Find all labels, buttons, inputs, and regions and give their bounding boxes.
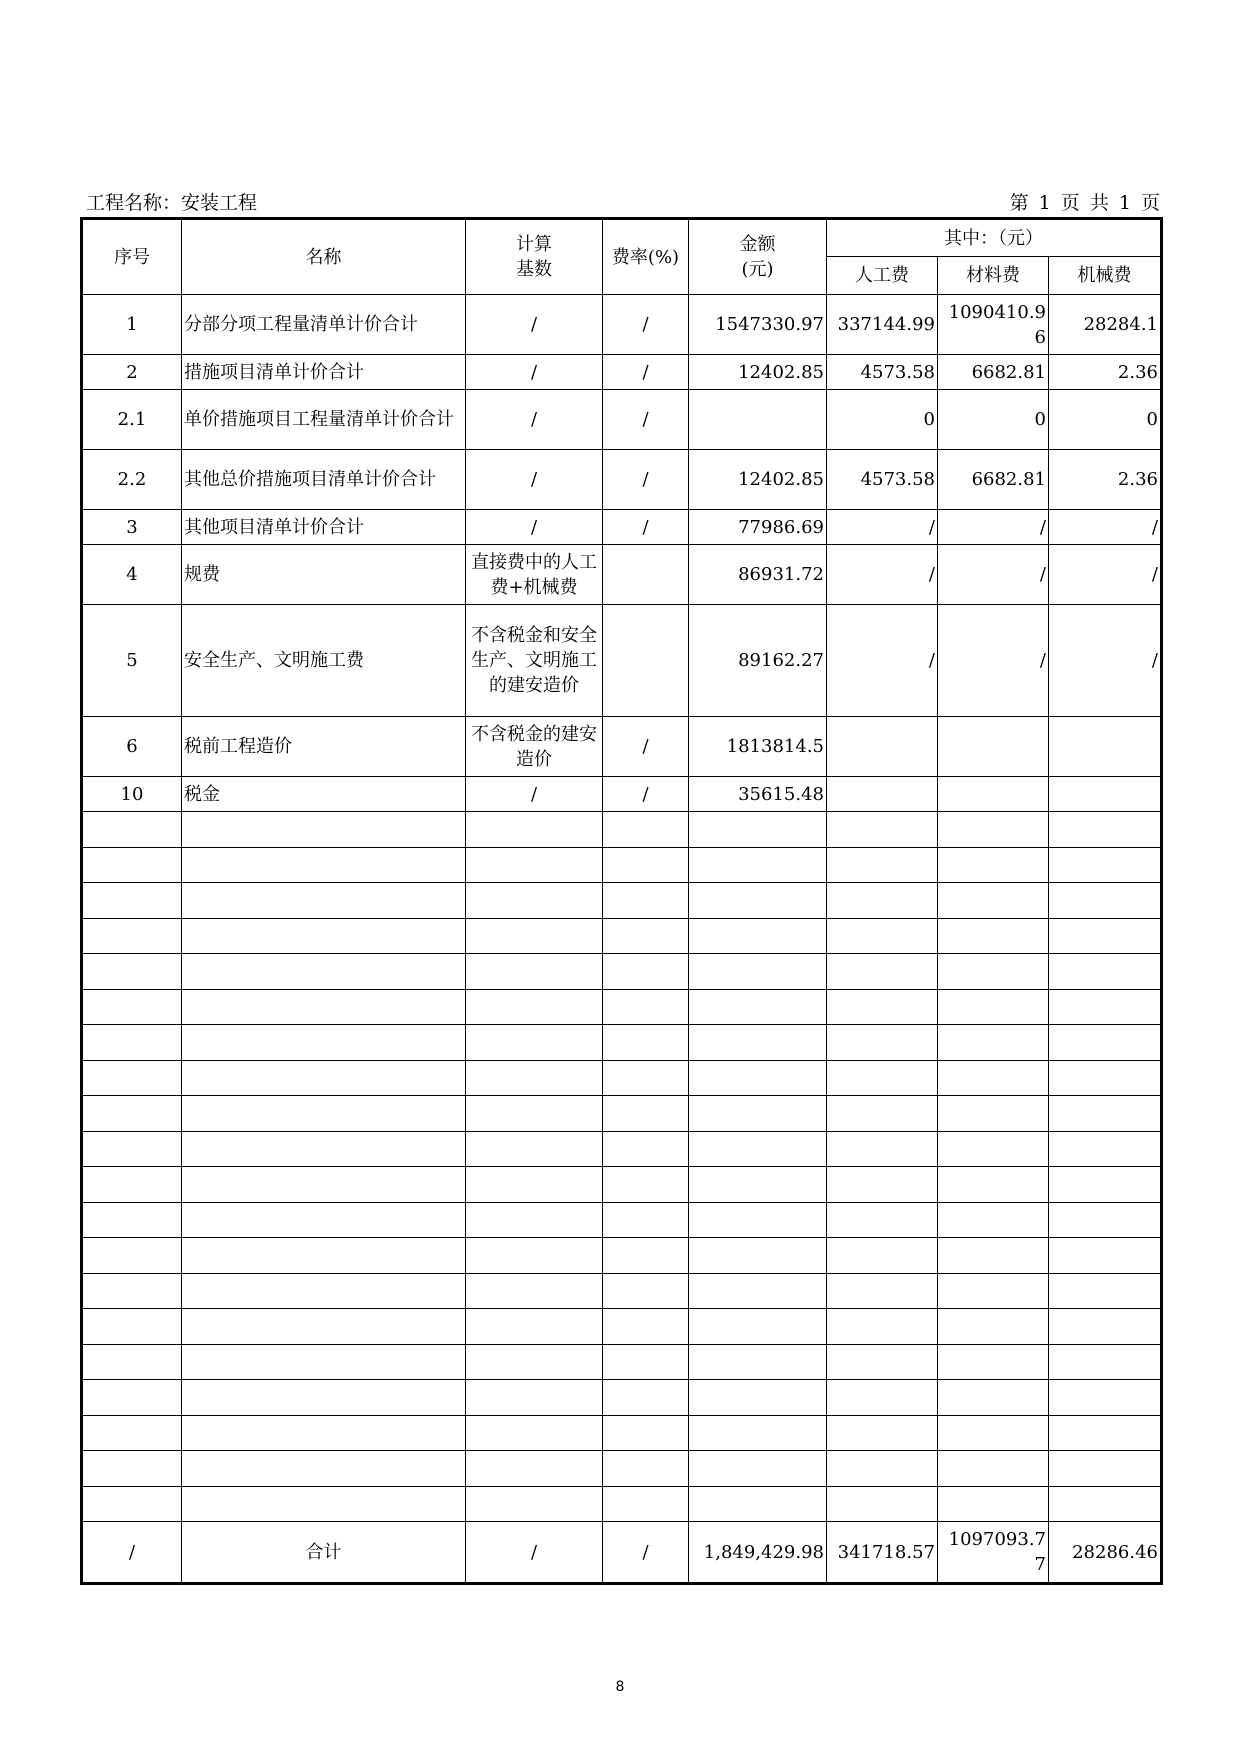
blank-rows (82, 812, 1162, 1522)
blank-cell (689, 1486, 827, 1522)
cell-name: 安全生产、文明施工费 (182, 605, 466, 717)
blank-row (82, 1344, 1162, 1380)
blank-cell (82, 1486, 182, 1522)
blank-cell (603, 1060, 689, 1096)
cell-name: 措施项目清单计价合计 (182, 355, 466, 390)
blank-cell (938, 954, 1049, 990)
total-seq: / (82, 1522, 182, 1584)
blank-cell (182, 1380, 466, 1416)
blank-cell (466, 1202, 603, 1238)
blank-cell (603, 1025, 689, 1061)
cell-base: / (466, 777, 603, 812)
total-base: / (466, 1522, 603, 1584)
col-header-amount: 金额 (元) (689, 219, 827, 295)
blank-cell (827, 812, 938, 848)
cell-name: 税前工程造价 (182, 717, 466, 777)
blank-cell (689, 1451, 827, 1487)
blank-cell (466, 1451, 603, 1487)
cell-seq: 10 (82, 777, 182, 812)
blank-cell (182, 847, 466, 883)
cell-material (938, 717, 1049, 777)
blank-row (82, 1096, 1162, 1132)
table-row (82, 450, 1162, 510)
blank-cell (82, 1060, 182, 1096)
blank-cell (466, 1060, 603, 1096)
blank-cell (82, 1238, 182, 1274)
blank-cell (1049, 847, 1162, 883)
blank-cell (689, 847, 827, 883)
blank-cell (466, 954, 603, 990)
blank-cell (827, 1025, 938, 1061)
cell-seq: 1 (82, 295, 182, 355)
table-row (82, 390, 1162, 450)
blank-row (82, 954, 1162, 990)
blank-cell (938, 1025, 1049, 1061)
blank-row (82, 1167, 1162, 1203)
blank-cell (82, 918, 182, 954)
blank-cell (1049, 1131, 1162, 1167)
blank-cell (603, 1380, 689, 1416)
blank-cell (1049, 1238, 1162, 1274)
table-row (82, 510, 1162, 545)
total-rate: / (603, 1522, 689, 1584)
blank-cell (82, 1202, 182, 1238)
cell-rate: / (603, 777, 689, 812)
table-row (82, 605, 1162, 717)
cell-seq: 2.1 (82, 390, 182, 450)
cell-seq: 2.2 (82, 450, 182, 510)
col-header-seq: 序号 (82, 219, 182, 295)
blank-cell (603, 847, 689, 883)
blank-cell (182, 918, 466, 954)
blank-cell (827, 1167, 938, 1203)
blank-cell (1049, 1202, 1162, 1238)
cell-amount: 12402.85 (689, 450, 827, 510)
blank-cell (827, 1202, 938, 1238)
blank-cell (182, 1060, 466, 1096)
blank-cell (689, 1131, 827, 1167)
blank-row (82, 847, 1162, 883)
blank-row (82, 1025, 1162, 1061)
cell-base: / (466, 450, 603, 510)
cell-seq: 6 (82, 717, 182, 777)
blank-cell (603, 883, 689, 919)
blank-cell (466, 1344, 603, 1380)
blank-cell (938, 1060, 1049, 1096)
blank-cell (689, 1096, 827, 1132)
page-number: 8 (615, 1679, 625, 1695)
blank-row (82, 812, 1162, 848)
blank-cell (182, 1273, 466, 1309)
blank-cell (827, 989, 938, 1025)
blank-row (82, 1380, 1162, 1416)
blank-cell (603, 1344, 689, 1380)
blank-cell (689, 1060, 827, 1096)
cell-seq: 2 (82, 355, 182, 390)
blank-cell (1049, 1309, 1162, 1345)
blank-cell (82, 1380, 182, 1416)
blank-cell (603, 1096, 689, 1132)
cell-machine: / (1049, 510, 1162, 545)
blank-cell (1049, 1060, 1162, 1096)
blank-cell (603, 954, 689, 990)
table-row (82, 545, 1162, 605)
blank-cell (827, 1380, 938, 1416)
blank-cell (603, 1415, 689, 1451)
cell-base: / (466, 295, 603, 355)
cell-name: 其他项目清单计价合计 (182, 510, 466, 545)
blank-cell (689, 1167, 827, 1203)
blank-cell (938, 1273, 1049, 1309)
cell-material: 6682.81 (938, 355, 1049, 390)
blank-cell (182, 1025, 466, 1061)
blank-cell (689, 1273, 827, 1309)
blank-cell (1049, 1415, 1162, 1451)
cell-base: 直接费中的人工费+机械费 (466, 545, 603, 605)
col-header-rate: 费率(%) (603, 219, 689, 295)
blank-cell (827, 1131, 938, 1167)
blank-cell (938, 1451, 1049, 1487)
table-row (82, 355, 1162, 390)
total-row (82, 1522, 1162, 1584)
cell-machine (1049, 717, 1162, 777)
blank-cell (466, 1380, 603, 1416)
blank-cell (827, 1309, 938, 1345)
cell-machine: 2.36 (1049, 450, 1162, 510)
cell-material (938, 777, 1049, 812)
cell-material: / (938, 605, 1049, 717)
blank-cell (1049, 1273, 1162, 1309)
blank-cell (182, 1451, 466, 1487)
cell-rate (603, 605, 689, 717)
blank-cell (603, 1131, 689, 1167)
blank-cell (182, 812, 466, 848)
blank-cell (1049, 812, 1162, 848)
cell-labor (827, 777, 938, 812)
blank-cell (82, 1309, 182, 1345)
blank-cell (827, 1451, 938, 1487)
total-machine: 28286.46 (1049, 1522, 1162, 1584)
col-header-of-which: 其中：（元） (827, 219, 1162, 257)
blank-cell (1049, 1167, 1162, 1203)
blank-cell (466, 1167, 603, 1203)
blank-cell (1049, 1451, 1162, 1487)
blank-cell (689, 1309, 827, 1345)
blank-row (82, 883, 1162, 919)
blank-cell (182, 989, 466, 1025)
cell-name: 规费 (182, 545, 466, 605)
cell-amount (689, 390, 827, 450)
blank-cell (689, 1238, 827, 1274)
blank-row (82, 1309, 1162, 1345)
cell-labor: 0 (827, 390, 938, 450)
total-material: 1097093.77 (938, 1522, 1049, 1584)
cell-labor: 4573.58 (827, 355, 938, 390)
blank-cell (82, 1344, 182, 1380)
blank-cell (82, 1131, 182, 1167)
blank-cell (938, 1380, 1049, 1416)
blank-cell (938, 847, 1049, 883)
blank-cell (466, 1486, 603, 1522)
cell-amount: 12402.85 (689, 355, 827, 390)
blank-cell (689, 883, 827, 919)
cell-labor: / (827, 545, 938, 605)
col-header-material: 材料费 (938, 257, 1049, 295)
blank-cell (938, 989, 1049, 1025)
blank-cell (1049, 954, 1162, 990)
cell-name: 单价措施项目工程量清单计价合计 (182, 390, 466, 450)
blank-cell (82, 954, 182, 990)
col-header-machine: 机械费 (1049, 257, 1162, 295)
blank-cell (827, 1060, 938, 1096)
blank-cell (182, 1309, 466, 1345)
blank-row (82, 918, 1162, 954)
blank-cell (466, 918, 603, 954)
blank-cell (182, 1131, 466, 1167)
total-amount: 1,849,429.98 (689, 1522, 827, 1584)
blank-cell (1049, 1344, 1162, 1380)
cell-machine (1049, 777, 1162, 812)
blank-cell (938, 1202, 1049, 1238)
blank-cell (827, 1344, 938, 1380)
blank-cell (1049, 1096, 1162, 1132)
blank-cell (182, 1344, 466, 1380)
blank-cell (938, 1167, 1049, 1203)
blank-cell (938, 1415, 1049, 1451)
blank-row (82, 1273, 1162, 1309)
blank-row (82, 1202, 1162, 1238)
blank-cell (689, 1025, 827, 1061)
blank-cell (603, 1167, 689, 1203)
blank-cell (603, 812, 689, 848)
blank-cell (82, 1096, 182, 1132)
blank-cell (938, 812, 1049, 848)
cell-rate: / (603, 510, 689, 545)
blank-row (82, 1060, 1162, 1096)
page-info: 第 1 页 共 1 页 (1009, 192, 1160, 214)
cell-base: / (466, 390, 603, 450)
total-name: 合计 (182, 1522, 466, 1584)
cell-base: / (466, 355, 603, 390)
blank-cell (82, 847, 182, 883)
blank-cell (938, 1344, 1049, 1380)
blank-cell (827, 883, 938, 919)
cell-material: 1090410.96 (938, 295, 1049, 355)
blank-cell (938, 883, 1049, 919)
blank-cell (689, 954, 827, 990)
blank-cell (82, 812, 182, 848)
blank-cell (82, 1167, 182, 1203)
cell-material: / (938, 510, 1049, 545)
blank-cell (466, 812, 603, 848)
blank-cell (466, 1238, 603, 1274)
cell-rate: / (603, 390, 689, 450)
cell-rate: / (603, 717, 689, 777)
blank-cell (1049, 1486, 1162, 1522)
cell-amount: 1813814.5 (689, 717, 827, 777)
cell-base: / (466, 510, 603, 545)
cell-machine: / (1049, 545, 1162, 605)
blank-cell (603, 918, 689, 954)
blank-cell (82, 1415, 182, 1451)
blank-cell (827, 1238, 938, 1274)
cost-summary-table (80, 217, 1163, 1585)
blank-cell (603, 1309, 689, 1345)
blank-cell (827, 954, 938, 990)
cell-amount: 35615.48 (689, 777, 827, 812)
cell-labor: / (827, 510, 938, 545)
cell-machine: 28284.1 (1049, 295, 1162, 355)
cell-base: 不含税金和安全生产、文明施工的建安造价 (466, 605, 603, 717)
cell-rate (603, 545, 689, 605)
blank-cell (182, 1202, 466, 1238)
sheet-header (86, 190, 1160, 216)
blank-cell (603, 989, 689, 1025)
blank-cell (938, 1096, 1049, 1132)
blank-cell (82, 1451, 182, 1487)
blank-cell (689, 918, 827, 954)
blank-cell (689, 1415, 827, 1451)
cell-base: 不含税金的建安造价 (466, 717, 603, 777)
blank-cell (1049, 883, 1162, 919)
col-header-labor: 人工费 (827, 257, 938, 295)
blank-cell (82, 883, 182, 919)
project-name: 工程名称：安装工程 (86, 192, 258, 214)
cell-material: 0 (938, 390, 1049, 450)
blank-cell (182, 954, 466, 990)
blank-cell (689, 1344, 827, 1380)
total-labor: 341718.57 (827, 1522, 938, 1584)
blank-cell (938, 1238, 1049, 1274)
cell-seq: 5 (82, 605, 182, 717)
blank-cell (603, 1202, 689, 1238)
cell-labor: / (827, 605, 938, 717)
blank-cell (689, 1380, 827, 1416)
blank-cell (603, 1238, 689, 1274)
blank-cell (938, 1486, 1049, 1522)
table-row (82, 717, 1162, 777)
cell-rate: / (603, 355, 689, 390)
blank-cell (182, 1167, 466, 1203)
blank-cell (827, 847, 938, 883)
blank-cell (1049, 918, 1162, 954)
blank-row (82, 1486, 1162, 1522)
blank-cell (827, 918, 938, 954)
blank-cell (1049, 989, 1162, 1025)
blank-cell (689, 1202, 827, 1238)
cell-machine: 2.36 (1049, 355, 1162, 390)
cell-rate: / (603, 295, 689, 355)
cell-material: 6682.81 (938, 450, 1049, 510)
cell-seq: 4 (82, 545, 182, 605)
table-row (82, 295, 1162, 355)
blank-cell (182, 1238, 466, 1274)
blank-cell (827, 1415, 938, 1451)
cell-machine: 0 (1049, 390, 1162, 450)
cell-seq: 3 (82, 510, 182, 545)
blank-cell (938, 918, 1049, 954)
blank-cell (182, 1486, 466, 1522)
blank-cell (938, 1309, 1049, 1345)
cell-rate: / (603, 450, 689, 510)
blank-cell (182, 1096, 466, 1132)
blank-cell (603, 1451, 689, 1487)
cell-amount: 77986.69 (689, 510, 827, 545)
col-header-base: 计算 基数 (466, 219, 603, 295)
blank-row (82, 1451, 1162, 1487)
cell-labor: 337144.99 (827, 295, 938, 355)
blank-cell (938, 1131, 1049, 1167)
blank-cell (689, 812, 827, 848)
col-header-name: 名称 (182, 219, 466, 295)
blank-cell (827, 1486, 938, 1522)
blank-cell (182, 1415, 466, 1451)
blank-row (82, 1415, 1162, 1451)
blank-cell (466, 1309, 603, 1345)
blank-cell (466, 883, 603, 919)
blank-cell (466, 847, 603, 883)
blank-cell (1049, 1380, 1162, 1416)
blank-cell (82, 1025, 182, 1061)
blank-row (82, 1238, 1162, 1274)
blank-cell (1049, 1025, 1162, 1061)
blank-cell (182, 883, 466, 919)
cell-amount: 89162.27 (689, 605, 827, 717)
blank-row (82, 1131, 1162, 1167)
cell-amount: 1547330.97 (689, 295, 827, 355)
cell-name: 分部分项工程量清单计价合计 (182, 295, 466, 355)
blank-cell (82, 1273, 182, 1309)
cell-amount: 86931.72 (689, 545, 827, 605)
blank-cell (466, 1131, 603, 1167)
blank-row (82, 989, 1162, 1025)
blank-cell (466, 1025, 603, 1061)
cell-name: 税金 (182, 777, 466, 812)
blank-cell (82, 989, 182, 1025)
table-row (82, 777, 1162, 812)
cell-machine: / (1049, 605, 1162, 717)
cell-name: 其他总价措施项目清单计价合计 (182, 450, 466, 510)
blank-cell (466, 1273, 603, 1309)
blank-cell (466, 989, 603, 1025)
blank-cell (466, 1415, 603, 1451)
blank-cell (827, 1096, 938, 1132)
cell-labor: 4573.58 (827, 450, 938, 510)
cell-material: / (938, 545, 1049, 605)
blank-cell (466, 1096, 603, 1132)
cell-labor (827, 717, 938, 777)
blank-cell (689, 989, 827, 1025)
blank-cell (603, 1273, 689, 1309)
blank-cell (603, 1486, 689, 1522)
blank-cell (827, 1273, 938, 1309)
